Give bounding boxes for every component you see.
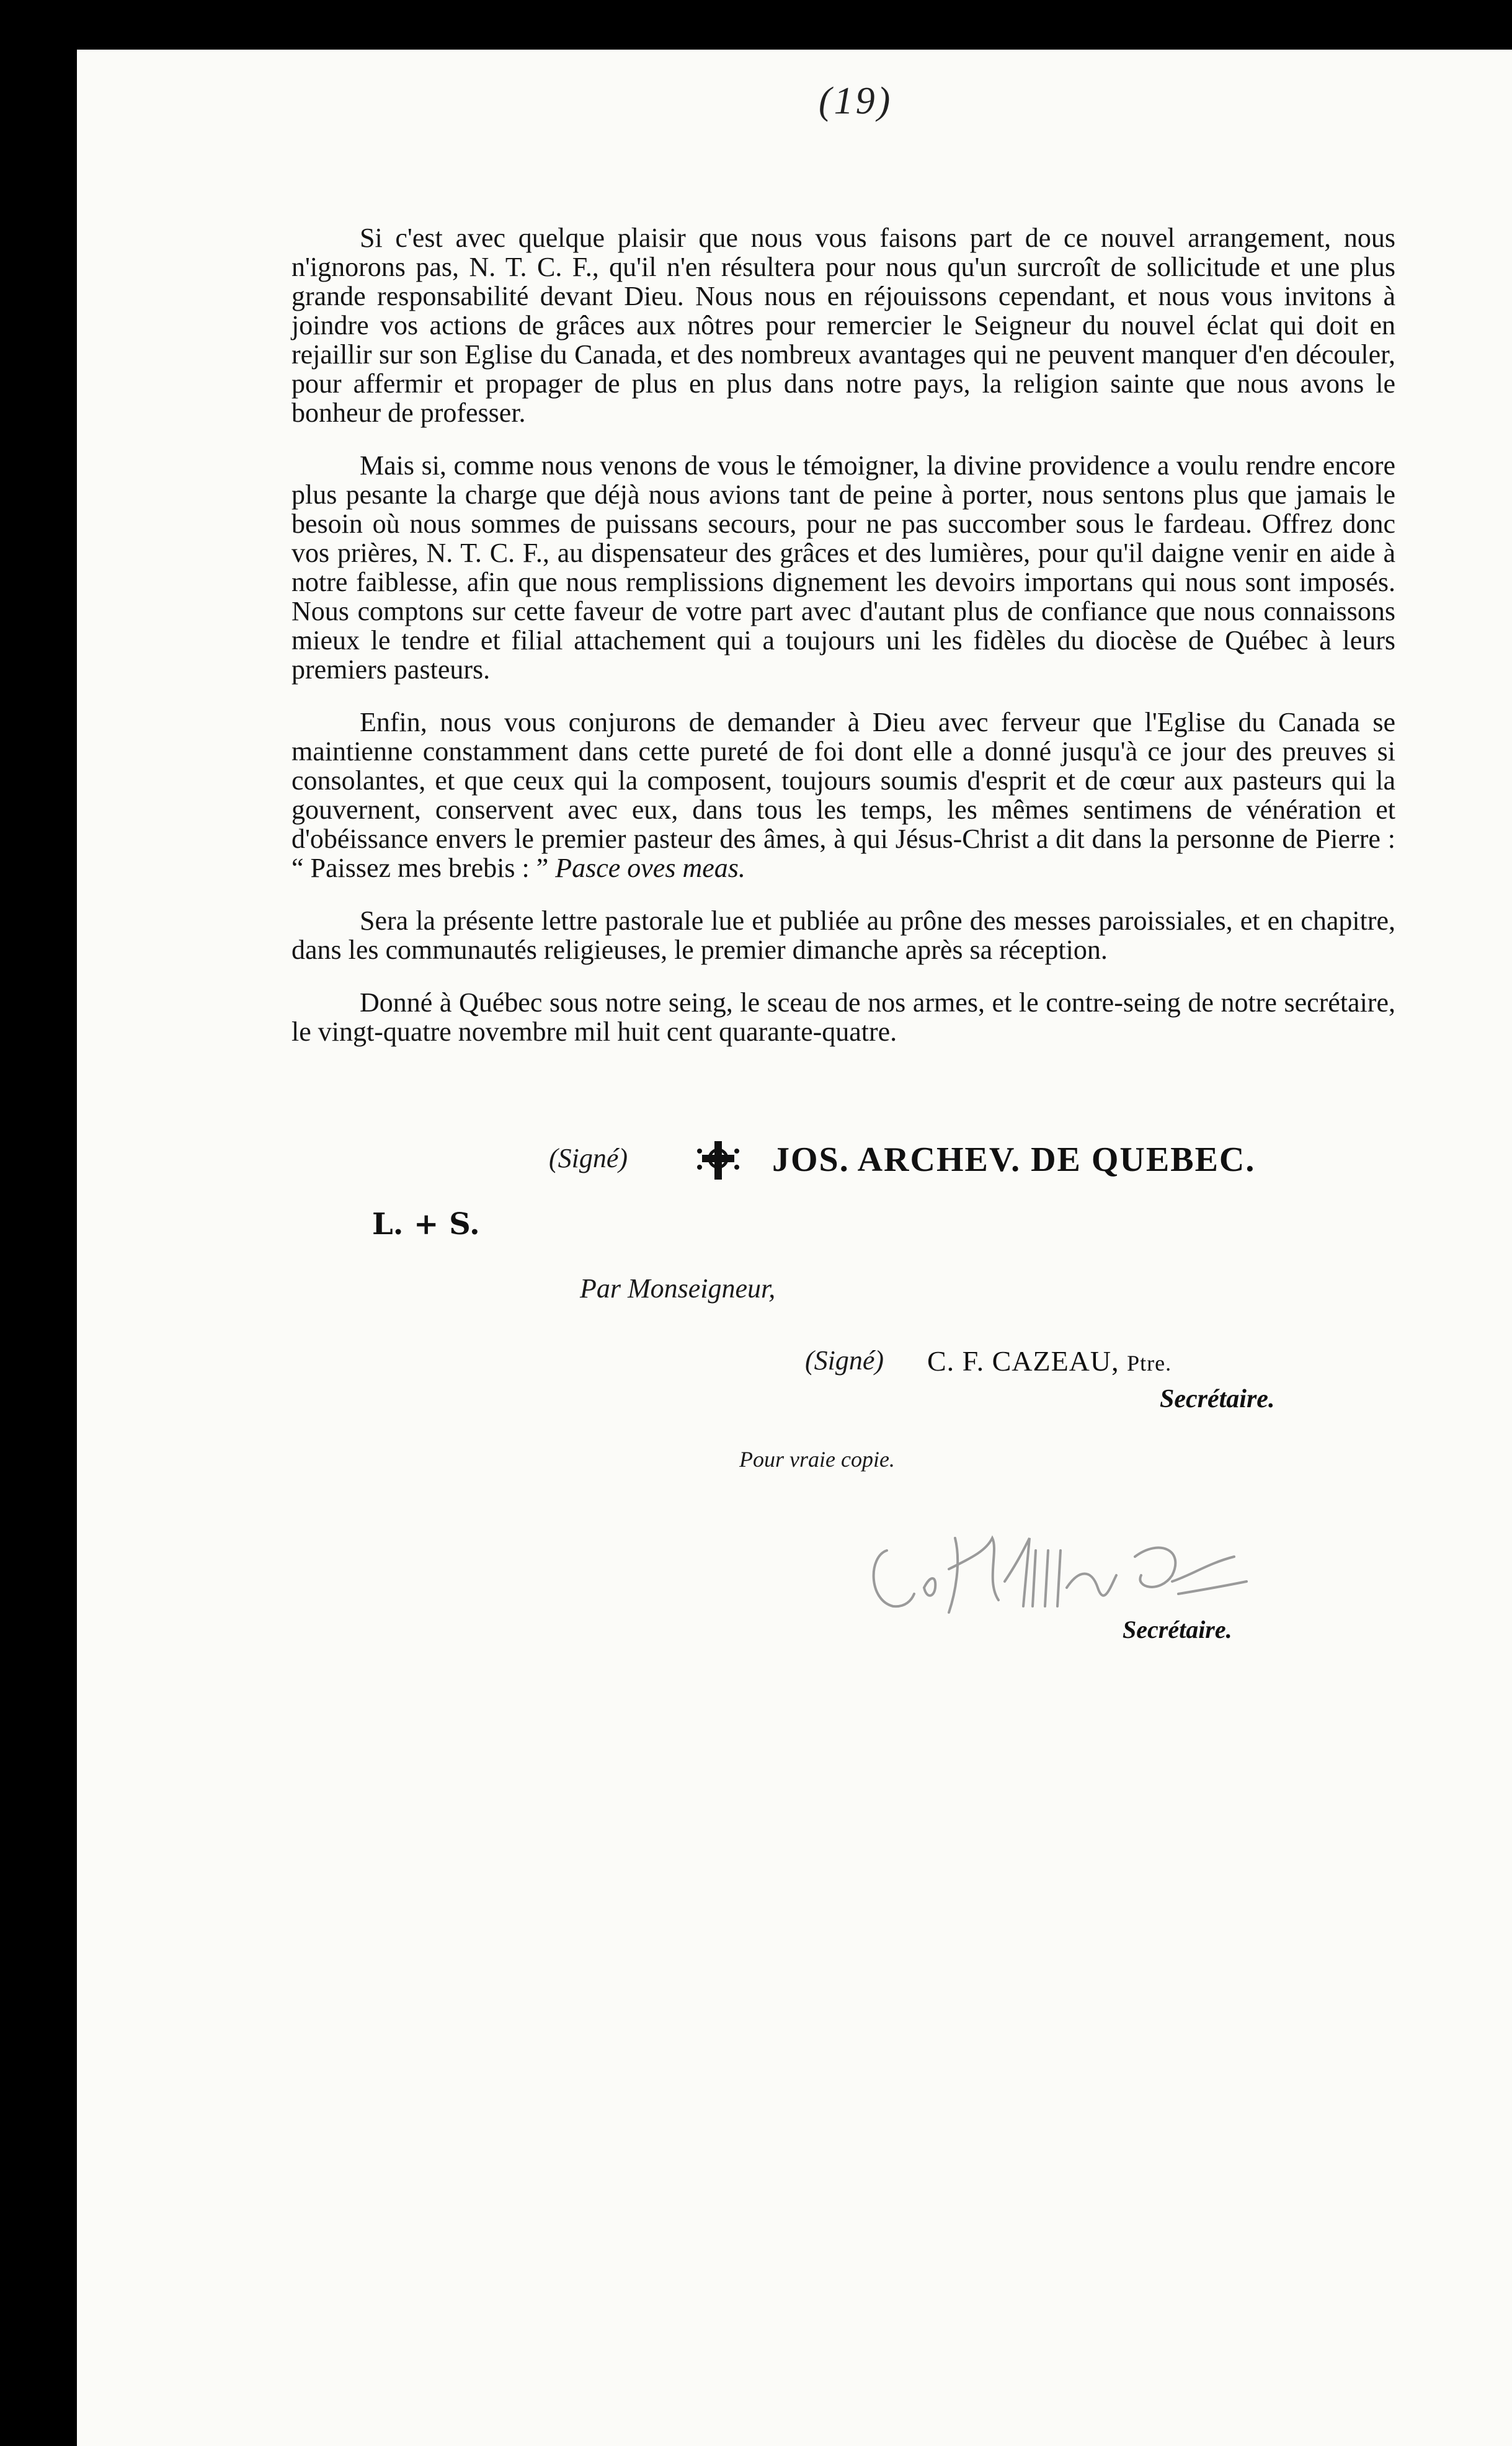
page-number: (19)	[819, 80, 893, 122]
latin-quote: Pasce oves meas.	[555, 853, 745, 883]
secretary-name: C. F. CAZEAU,	[927, 1345, 1119, 1377]
copy-secretary-role: Secrétaire.	[1123, 1616, 1232, 1643]
secretary-role: Secrétaire.	[1160, 1385, 1275, 1413]
secretary-signature	[927, 1345, 1172, 1377]
paragraph-5: Donné à Québec sous notre seing, le sceau de nos armes, et le contre-seing de notre secrétaire, le vingt-quatre novembre mil huit cent quarante-quatre.	[291, 987, 1395, 1047]
paragraph-1: Si c'est avec quelque plaisir que nous vous faisons part de ce nouvel arrangement, nous n'ignorons pas, N. T. C. F., qu'il n'en résultera pour nous qu'un surcroît de sollicitude et une plus grande responsabilité devant Dieu. Nous nous en réjouissons cependant, et nous vous invitons à joindre vos actions de grâces aux nôtres pour remercier le Seigneur du nouvel éclat qui doit en rejaillir sur son Eglise du Canada, et des nombreux avantages qui ne peuvent manquer d'en découler, pour affermir et propager de plus en plus dans notre pays, la religion sainte que nous avons le bonheur de professer.	[291, 223, 1395, 428]
paragraph-3-text: Enfin, nous vous conjurons de demander à Dieu avec ferveur que l'Eglise du Canada se maintienne constamment dans cette pureté de foi dont elle a donné jusqu'à ce jour des preuves si consolantes, et que ceux qui la composent, toujours soumis d'esprit et de cœur aux pasteurs qui la gouvernent, conservent avec eux, dans tous les temps, les mêmes sentimens de vénération et d'obéissance envers le premier pasteur des âmes, à qui Jésus-Christ a dit dans la personne de Pierre : “ Paissez mes brebis : ”	[291, 707, 1395, 883]
cross-seal-icon	[693, 1139, 743, 1182]
paragraph-4: Sera la présente lettre pastorale lue et publiée au prône des messes paroissiales, et en chapitre, dans les communautés religieuses, le premier dimanche après sa réception.	[291, 905, 1395, 965]
copy-note: Pour vraie copie.	[739, 1447, 895, 1472]
signe-label: (Signé)	[549, 1143, 628, 1173]
pastoral-letter-body	[291, 223, 1395, 1070]
par-monseigneur: Par Monseigneur,	[580, 1273, 776, 1304]
signe-label-2: (Signé)	[805, 1345, 884, 1376]
paragraph-3	[291, 708, 1395, 883]
paragraph-2: Mais si, comme nous venons de vous le témoigner, la divine providence a voulu rendre encore plus pesante la charge que déjà nous avions tant de peine à porter, nous sentons plus que jamais le besoin où nous sommes de puissans secours, pour ne pas succomber sous le fardeau. Offrez donc vos prières, N. T. C. F., au dispensateur des grâces et des lumières, pour qu'il daigne venir en aide à notre faiblesse, afin que nous remplissions dignement les devoirs importans qui nous sont imposés. Nous comptons sur cette faveur de votre part avec d'autant plus de confiance que nous connaissons mieux le tendre et filial attachement qui a toujours uni les fidèles du diocèse de Québec à leurs premiers pasteurs.	[291, 450, 1395, 685]
locus-sigilli: L. + S.	[372, 1207, 480, 1242]
secretary-title: Ptre.	[1127, 1351, 1172, 1376]
handwritten-signature-icon	[862, 1513, 1259, 1619]
archbishop-signature: JOS. ARCHEV. DE QUEBEC.	[772, 1141, 1256, 1179]
